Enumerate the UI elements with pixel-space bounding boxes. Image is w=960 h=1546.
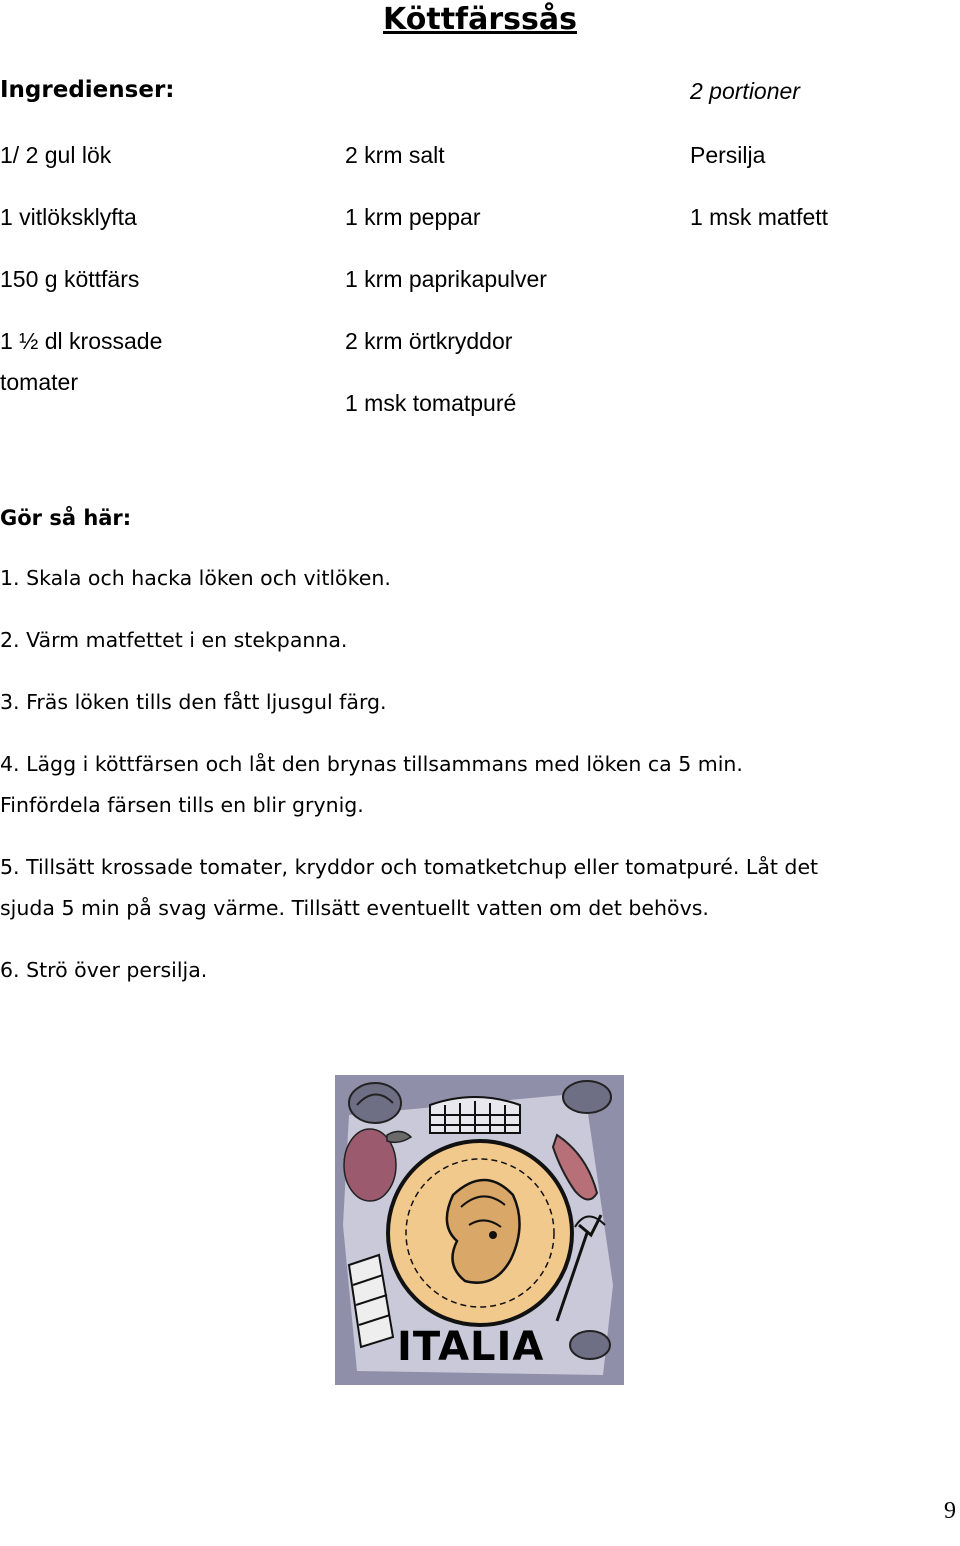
method-heading: Gör så här: xyxy=(0,506,132,530)
ingredient-item: 1 krm paprikapulver xyxy=(345,266,547,292)
step-line: 3. Fräs löken tills den fått ljusgul färg. xyxy=(0,690,387,714)
ingredients-heading: Ingredienser: xyxy=(0,77,175,103)
ingredient-item: 1 ½ dl krossade xyxy=(0,328,163,354)
ingredient-item: 2 krm salt xyxy=(345,142,445,168)
page-number: 9 xyxy=(944,1498,956,1524)
ingredient-item: 1 msk tomatpuré xyxy=(345,390,517,416)
ingredient-item: 150 g köttfärs xyxy=(0,266,140,292)
ingredient-item: 1/ 2 gul lök xyxy=(0,142,112,168)
step-line: 5. Tillsätt krossade tomater, kryddor och tomatketchup eller tomatpuré. Låt det xyxy=(0,855,819,879)
step-line: 4. Lägg i köttfärsen och låt den brynas tillsammans med löken ca 5 min. xyxy=(0,752,743,776)
poster-caption: ITALIA xyxy=(397,1324,545,1370)
ingredient-item: 1 vitlöksklyfta xyxy=(0,204,137,230)
page-title: Köttfärssås xyxy=(383,2,577,37)
ingredient-item: 2 krm örtkryddor xyxy=(345,328,513,354)
portions-label: 2 portioner xyxy=(690,78,800,104)
step-line: 1. Skala och hacka löken och vitlöken. xyxy=(0,566,391,590)
ingredient-item: Persilja xyxy=(690,142,766,168)
step-line: 2. Värm matfettet i en stekpanna. xyxy=(0,628,348,652)
ingredient-item: tomater xyxy=(0,369,78,395)
ingredient-item: 1 msk matfett xyxy=(690,204,829,230)
step-line: 6. Strö över persilja. xyxy=(0,958,208,982)
step-line: sjuda 5 min på svag värme. Tillsätt eventuellt vatten om det behövs. xyxy=(0,896,709,920)
step-line: Finfördela färsen tills en blir grynig. xyxy=(0,793,364,817)
ingredient-item: 1 krm peppar xyxy=(345,204,481,230)
